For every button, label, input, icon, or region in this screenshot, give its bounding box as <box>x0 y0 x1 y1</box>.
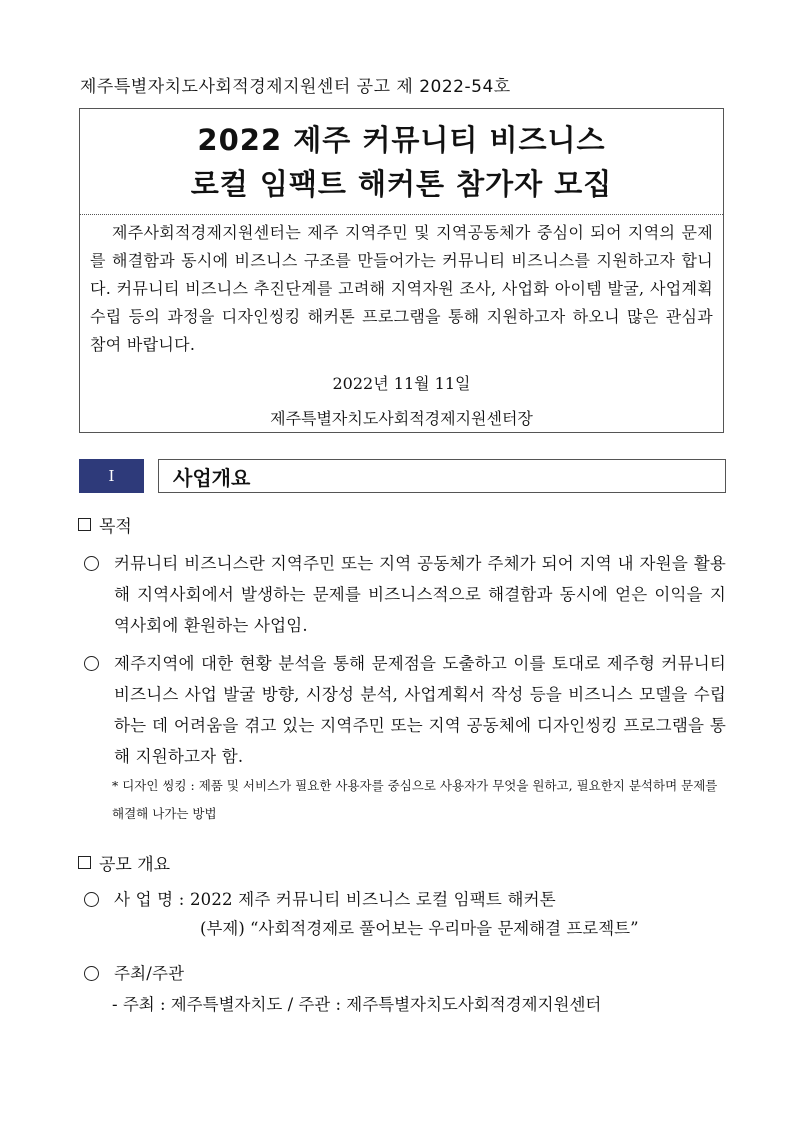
footnote: * 디자인 씽킹 : 제품 및 서비스가 필요한 사용자를 중심으로 사용자가 무엇을 원하고, 필요한지 분석하며 문제를 해결해 나가는 방법 <box>112 778 718 821</box>
host-detail: - 주최 : 제주특별자치도 / 주관 : 제주특별자치도사회적경제지원센터 <box>112 995 602 1014</box>
section-title-box <box>158 459 726 493</box>
purpose-item <box>84 648 726 772</box>
project-name-label: 사 업 명 : <box>114 890 185 909</box>
project-name-line <box>114 884 726 915</box>
title-area <box>80 109 723 214</box>
circle-bullet-icon <box>84 892 99 907</box>
notice-number: 제주특별자치도사회적경제지원센터 공고 제 2022-54호 <box>80 77 511 97</box>
square-bullet-icon <box>78 856 91 869</box>
intro-paragraph: 제주사회적경제지원센터는 제주 지역주민 및 지역공동체가 중심이 되어 지역의 문제를 해결함과 동시에 비즈니스 구조를 만들어가는 커뮤니티 비즈니스를 지원하고자 합니다. 커뮤니티 비즈니스 추진단계를 고려해 지역자원 조사, 사업화 아이템 발굴, 사업계획 수립 등의 과정을 디자인씽킹 해커톤 프로그램을 통해 지원하고자 하오니 많은 관심과 참여 바랍니다. <box>90 223 713 354</box>
purpose-heading-row <box>78 512 132 537</box>
circle-bullet-icon <box>84 656 99 671</box>
project-name: 2022 제주 커뮤니티 비즈니스 로컬 임팩트 해커톤 <box>189 890 556 909</box>
project-name-row <box>84 884 726 915</box>
notice-issuer: 제주특별자치도사회적경제지원센터장 <box>270 409 533 428</box>
title-box <box>79 108 724 433</box>
section-header <box>79 459 726 493</box>
host-row <box>84 958 726 989</box>
circle-bullet-icon <box>84 556 99 571</box>
title-line-1: 2022 제주 커뮤니티 비즈니스 <box>197 122 606 157</box>
section-title: 사업개요 <box>173 465 251 490</box>
purpose-item-text: 제주지역에 대한 현황 분석을 통해 문제점을 도출하고 이를 토대로 제주형 커뮤니티 비즈니스 사업 발굴 방향, 시장성 분석, 사업계획서 작성 등을 비즈니스 모델을 수립하는 데 어려움을 겪고 있는 지역주민 또는 지역 공동체에 디자인씽킹 프로그램을 통해 지원하고자 함. <box>114 654 726 766</box>
purpose-item <box>84 548 726 641</box>
notice-date: 2022년 11월 11일 <box>332 374 471 393</box>
purpose-item-text: 커뮤니티 비즈니스란 지역주민 또는 지역 공동체가 주체가 되어 지역 내 자원을 활용해 지역사회에서 발생하는 문제를 비즈니스적으로 해결함과 동시에 얻은 이익을 지역사회에 환원하는 사업임. <box>114 554 726 635</box>
overview-heading: 공모 개요 <box>99 855 171 875</box>
title-line-2: 로컬 임팩트 해커톤 참가자 모집 <box>190 166 613 201</box>
circle-bullet-icon <box>84 966 99 981</box>
project-subtitle: (부제) “사회적경제로 풀어보는 우리마을 문제해결 프로젝트” <box>200 919 639 938</box>
host-heading: 주최/주관 <box>114 964 185 983</box>
section-number: I <box>79 459 144 493</box>
purpose-heading: 목적 <box>99 517 132 537</box>
square-bullet-icon <box>78 518 91 531</box>
overview-heading-row <box>78 850 170 875</box>
